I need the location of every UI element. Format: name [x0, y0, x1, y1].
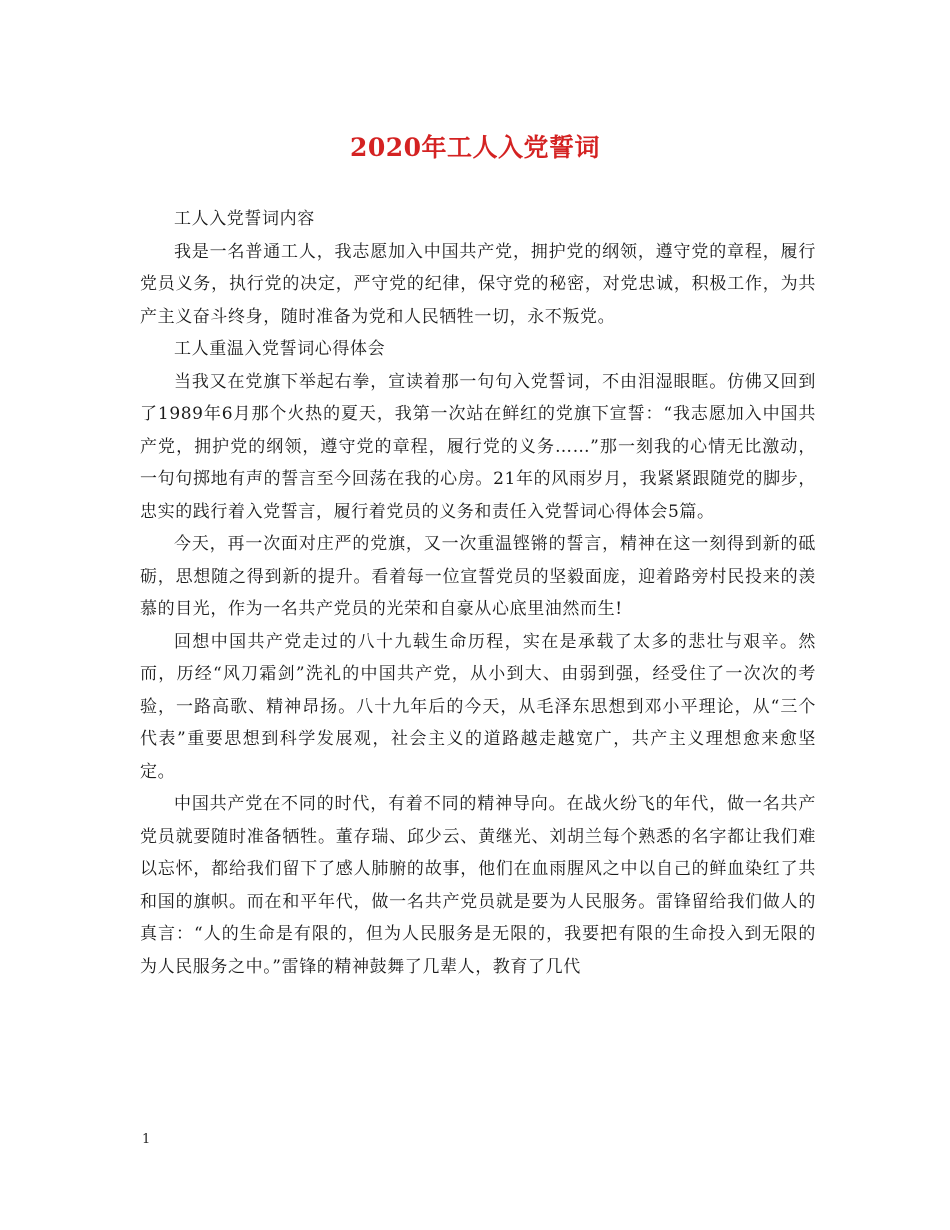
- paragraph-reflection-1: 当我又在党旗下举起右拳，宣读着那一句句入党誓词，不由泪湿眼眶。仿佛又回到了1989年6月那个火热的夏天，我第一次站在鲜红的党旗下宣誓：“我志愿加入中国共产党，拥护党的纲领，遵守党的章程，履行党的义务……”那一刻我的心情无比激动，一句句掷地有声的誓言至今回荡在我的心房。21年的风雨岁月，我紧紧跟随党的脚步，忠实的践行着入党誓言，履行着党员的义务和责任入党誓词心得体会5篇。: [140, 371, 816, 522]
- paragraph-reflection-3: 回想中国共产党走过的八十九载生命历程，实在是承载了太多的悲壮与艰辛。然而，历经“风刀霜剑”洗礼的中国共产党，从小到大、由弱到强，经受住了一次次的考验，一路高歌、精神昂扬。八十九年后的今天，从毛泽东思想到邓小平理论，从“三个代表”重要思想到科学发展观，社会主义的道路越走越宽广，共产主义理想愈来愈坚定。: [140, 631, 816, 782]
- document-body: [140, 203, 816, 983]
- paragraph-reflection-2: 今天，再一次面对庄严的党旗，又一次重温铿锵的誓言，精神在这一刻得到新的砥砺，思想随之得到新的提升。看着每一位宣誓党员的坚毅面庞，迎着路旁村民投来的羡慕的目光，作为一名共产党员的光荣和自豪从心底里油然而生!: [140, 534, 816, 619]
- paragraph-oath-text: 我是一名普通工人，我志愿加入中国共产党，拥护党的纲领，遵守党的章程，履行党员义务，执行党的决定，严守党的纪律，保守党的秘密，对党忠诚，积极工作，为共产主义奋斗终身，随时准备为党和人民牺牲一切，永不叛党。: [140, 241, 816, 327]
- paragraph-reflection-4: 中国共产党在不同的时代，有着不同的精神导向。在战火纷飞的年代，做一名共产党员就要随时准备牺牲。董存瑞、邱少云、黄继光、刘胡兰每个熟悉的名字都让我们难以忘怀，都给我们留下了感人肺腑的故事，他们在血雨腥风之中以自己的鲜血染红了共和国的旗帜。而在和平年代，做一名共产党员就是要为人民服务。雷锋留给我们做人的真言：“人的生命是有限的，但为人民服务是无限的，我要把有限的生命投入到无限的为人民服务之中。”雷锋的精神鼓舞了几辈人，教育了几代: [140, 794, 816, 977]
- section-heading-oath-content: 工人入党誓词内容: [174, 209, 315, 229]
- section-heading-reflection: 工人重温入党誓词心得体会: [174, 339, 386, 359]
- page-number: 1: [142, 1132, 151, 1147]
- document-title: 2020年工人入党誓词: [349, 133, 601, 162]
